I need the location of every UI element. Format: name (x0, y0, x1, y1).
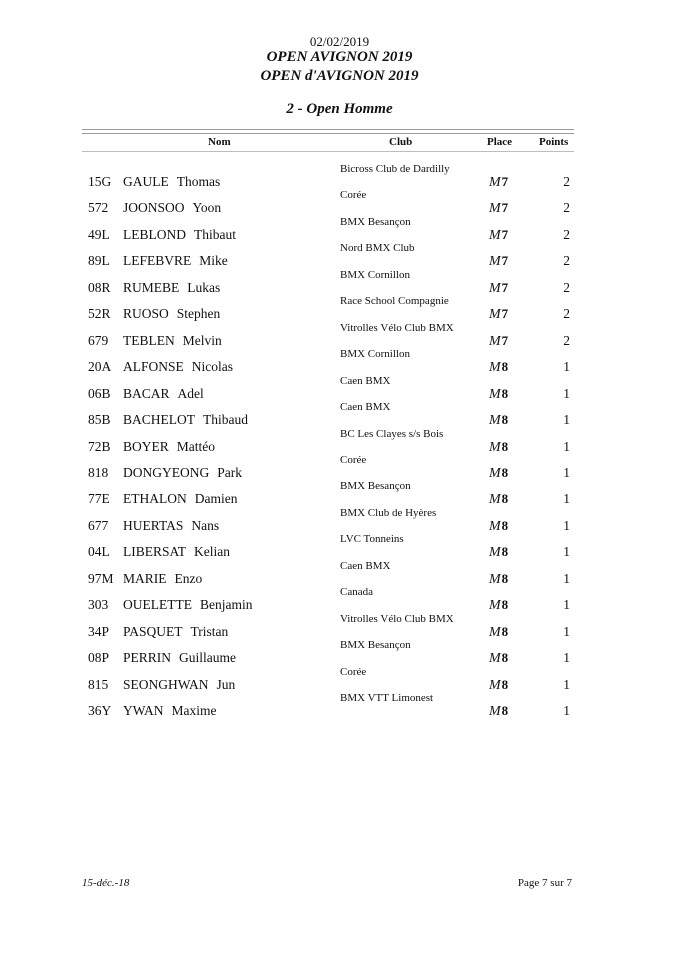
rider-name (123, 412, 248, 428)
footer-date: 15-déc.-18 (82, 877, 130, 889)
plate-number: 85B (88, 412, 111, 428)
place-value (489, 571, 508, 588)
rider-first-name: Mattéo (176, 438, 216, 454)
club-name: Vitrolles Vélo Club BMX (340, 321, 454, 334)
place-value (489, 412, 508, 429)
plate-number: 08P (88, 650, 110, 666)
place-number: 7 (501, 253, 509, 269)
place-number: 8 (501, 650, 509, 666)
rider-last-name: LEBLOND (123, 226, 186, 242)
club-name: Caen BMX (340, 559, 391, 572)
table-row (0, 428, 679, 454)
rider-first-name: Jun (216, 676, 236, 692)
points-value: 1 (563, 412, 570, 428)
rider-last-name: BOYER (123, 438, 169, 454)
plate-number: 818 (88, 464, 109, 480)
rider-last-name: LIBERSAT (123, 544, 187, 560)
points-value: 1 (563, 385, 570, 401)
club-name: BMX Besançon (340, 639, 411, 652)
place-prefix: M (489, 545, 501, 561)
place-prefix: M (489, 280, 501, 296)
table-row (0, 480, 679, 506)
place-value (489, 359, 508, 376)
table-row (0, 613, 679, 639)
rider-first-name: Nans (191, 517, 220, 533)
place-number: 8 (501, 517, 509, 533)
place-prefix: M (489, 413, 501, 429)
page-number: Page 7 sur 7 (517, 877, 572, 889)
header-rule-second (82, 133, 574, 134)
table-row (0, 189, 679, 215)
plate-number: 815 (88, 676, 109, 692)
rider-first-name: Thibaut (194, 226, 236, 242)
table-row (0, 454, 679, 480)
points-value: 2 (563, 200, 570, 216)
place-value (489, 544, 508, 561)
club-name: Corée (340, 665, 367, 678)
place-value (489, 227, 508, 244)
rider-name (123, 359, 233, 375)
plate-number: 06B (88, 385, 111, 401)
points-value: 2 (563, 306, 570, 322)
rider-first-name: Lukas (187, 279, 221, 295)
club-name: Canada (340, 586, 373, 599)
rider-last-name: YWAN (123, 703, 164, 718)
place-prefix: M (489, 175, 501, 190)
rider-last-name: SEONGHWAN (123, 676, 209, 692)
rider-last-name: LEFEBVRE (123, 253, 192, 269)
rider-last-name: RUOSO (123, 306, 169, 322)
points-value: 2 (563, 332, 570, 348)
points-value: 1 (563, 676, 570, 692)
rider-last-name: ALFONSE (123, 359, 184, 375)
rider-name (123, 174, 220, 190)
table-row (0, 163, 679, 189)
club-name: Corée (340, 453, 367, 466)
rider-first-name: Tristan (190, 623, 229, 639)
plate-number: 20A (88, 359, 112, 375)
place-value (489, 465, 508, 482)
rider-first-name: Nicolas (191, 359, 234, 375)
points-value: 1 (563, 438, 570, 454)
place-value (489, 200, 508, 217)
place-number: 7 (501, 226, 509, 242)
rider-name (123, 677, 235, 693)
plate-number: 677 (88, 517, 109, 533)
column-header-nom: Nom (208, 136, 231, 148)
rider-last-name: RUMEBE (123, 279, 180, 295)
rider-first-name: Thomas (176, 174, 221, 189)
club-name: BMX Cornillon (340, 348, 410, 361)
plate-number: 49L (88, 226, 110, 242)
rider-name (123, 491, 238, 507)
table-row (0, 375, 679, 401)
rider-name (123, 333, 222, 349)
place-value (489, 174, 508, 191)
rider-first-name: Stephen (176, 306, 221, 322)
club-name: Race School Compagnie (340, 295, 449, 308)
rider-last-name: BACHELOT (123, 412, 195, 428)
place-prefix: M (489, 439, 501, 455)
rider-last-name: PASQUET (123, 623, 183, 639)
rider-name (123, 650, 236, 666)
points-value: 1 (563, 464, 570, 480)
header-rule-top (82, 129, 574, 130)
table-row (0, 242, 679, 268)
place-value (489, 518, 508, 535)
place-prefix: M (489, 677, 501, 693)
club-name: BMX Besançon (340, 480, 411, 493)
table-row (0, 295, 679, 321)
table-row (0, 269, 679, 295)
club-name: Nord BMX Club (340, 242, 415, 255)
table-row (0, 507, 679, 533)
place-number: 7 (501, 174, 509, 189)
rider-last-name: ETHALON (123, 491, 187, 507)
club-name: Bicross Club de Dardilly (340, 163, 450, 175)
plate-number: 303 (88, 597, 109, 613)
rider-first-name: Damien (194, 491, 238, 507)
plate-number: 679 (88, 332, 109, 348)
table-row (0, 692, 679, 718)
club-name: Caen BMX (340, 374, 391, 387)
event-date: 02/02/2019 (309, 34, 370, 49)
points-value: 2 (563, 174, 570, 189)
points-value: 1 (563, 623, 570, 639)
category-title: 2 - Open Homme (286, 101, 393, 117)
club-name: BMX VTT Limonest (340, 692, 434, 704)
place-prefix: M (489, 254, 501, 270)
rider-name (123, 518, 219, 534)
place-value (489, 439, 508, 456)
rider-last-name: JOONSOO (123, 200, 185, 216)
plate-number: 36Y (88, 703, 112, 718)
rider-first-name: Mike (199, 253, 228, 269)
rider-last-name: OUELETTE (123, 597, 192, 613)
place-prefix: M (489, 518, 501, 534)
plate-number: 72B (88, 438, 111, 454)
points-value: 1 (563, 570, 570, 586)
rider-last-name: MARIE (123, 570, 167, 586)
rider-name (123, 703, 217, 719)
place-number: 8 (501, 438, 509, 454)
place-prefix: M (489, 360, 501, 376)
place-number: 8 (501, 623, 509, 639)
rider-last-name: DONGYEONG (123, 464, 210, 480)
place-value (489, 280, 508, 297)
place-number: 8 (501, 464, 509, 480)
points-value: 2 (563, 226, 570, 242)
plate-number: 34P (88, 623, 110, 639)
points-value: 1 (563, 650, 570, 666)
rider-first-name: Benjamin (199, 597, 253, 613)
place-value (489, 703, 508, 720)
plate-number: 04L (88, 544, 110, 560)
rider-name (123, 597, 252, 613)
rider-last-name: HUERTAS (123, 517, 184, 533)
rider-first-name: Enzo (174, 570, 203, 586)
points-value: 2 (563, 253, 570, 269)
place-prefix: M (489, 386, 501, 402)
points-value: 1 (563, 597, 570, 613)
rider-name (123, 253, 228, 269)
place-number: 7 (501, 332, 509, 348)
rider-name (123, 624, 228, 640)
place-value (489, 306, 508, 323)
place-value (489, 386, 508, 403)
rider-last-name: GAULE (123, 174, 169, 189)
place-number: 8 (501, 359, 509, 375)
event-title: OPEN AVIGNON 2019 (266, 49, 413, 65)
event-subtitle: OPEN d'AVIGNON 2019 (260, 68, 419, 84)
rider-name (123, 280, 220, 296)
rider-first-name: Park (217, 464, 242, 480)
rider-first-name: Adel (177, 385, 204, 401)
place-value (489, 491, 508, 508)
place-prefix: M (489, 333, 501, 349)
table-row (0, 533, 679, 559)
header-rule-bottom (82, 151, 574, 152)
column-header-place: Place (487, 136, 513, 148)
points-value: 1 (563, 491, 570, 507)
club-name: BC Les Clayes s/s Bois (340, 427, 444, 440)
table-row (0, 216, 679, 242)
place-value (489, 650, 508, 667)
points-value: 1 (563, 544, 570, 560)
club-name: BMX Besançon (340, 215, 411, 228)
rider-first-name: Melvin (182, 332, 222, 348)
place-number: 7 (501, 306, 509, 322)
rider-name (123, 571, 202, 587)
table-row (0, 666, 679, 692)
place-prefix: M (489, 465, 501, 481)
place-prefix: M (489, 598, 501, 614)
place-prefix: M (489, 704, 501, 719)
plate-number: 08R (88, 279, 111, 295)
place-value (489, 253, 508, 270)
place-prefix: M (489, 651, 501, 667)
table-row (0, 348, 679, 374)
plate-number: 97M (88, 570, 114, 586)
place-number: 8 (501, 385, 509, 401)
table-row (0, 322, 679, 348)
plate-number: 15G (88, 174, 112, 189)
rider-last-name: TEBLEN (123, 332, 175, 348)
table-row (0, 586, 679, 612)
plate-number: 77E (88, 491, 110, 507)
rider-name (123, 465, 242, 481)
place-value (489, 677, 508, 694)
place-prefix: M (489, 227, 501, 243)
place-number: 8 (501, 491, 509, 507)
place-number: 8 (501, 703, 509, 718)
club-name: BMX Club de Hyères (340, 506, 437, 519)
place-number: 8 (501, 544, 509, 560)
rider-name (123, 386, 204, 402)
place-prefix: M (489, 201, 501, 217)
rider-first-name: Thibaud (203, 412, 248, 428)
table-row (0, 560, 679, 586)
place-number: 8 (501, 412, 509, 428)
plate-number: 89L (88, 253, 110, 269)
place-number: 8 (501, 676, 509, 692)
place-number: 8 (501, 597, 509, 613)
rider-first-name: Yoon (192, 200, 222, 216)
rider-last-name: BACAR (123, 385, 170, 401)
place-number: 7 (501, 279, 509, 295)
place-prefix: M (489, 307, 501, 323)
rider-name (123, 306, 220, 322)
place-number: 8 (501, 570, 509, 586)
place-number: 7 (501, 200, 509, 216)
points-value: 1 (563, 517, 570, 533)
place-prefix: M (489, 492, 501, 508)
place-prefix: M (489, 624, 501, 640)
points-value: 1 (563, 359, 570, 375)
column-header-club: Club (389, 136, 413, 148)
rider-name (123, 439, 215, 455)
club-name: BMX Cornillon (340, 268, 410, 281)
club-name: Corée (340, 189, 367, 202)
place-prefix: M (489, 571, 501, 587)
points-value: 1 (563, 703, 570, 718)
plate-number: 572 (88, 200, 109, 216)
place-value (489, 597, 508, 614)
points-value: 2 (563, 279, 570, 295)
club-name: Vitrolles Vélo Club BMX (340, 612, 454, 625)
club-name: LVC Tonneins (340, 533, 404, 546)
place-value (489, 333, 508, 350)
plate-number: 52R (88, 306, 111, 322)
table-row (0, 401, 679, 427)
column-header-points: Points (539, 136, 569, 148)
rider-first-name: Maxime (171, 703, 217, 718)
rider-first-name: Kelian (194, 544, 231, 560)
table-row (0, 639, 679, 665)
club-name: Caen BMX (340, 401, 391, 414)
rider-name (123, 200, 221, 216)
rider-name (123, 544, 230, 560)
rider-name (123, 227, 236, 243)
place-value (489, 624, 508, 641)
rider-last-name: PERRIN (123, 650, 172, 666)
rider-first-name: Guillaume (179, 650, 237, 666)
